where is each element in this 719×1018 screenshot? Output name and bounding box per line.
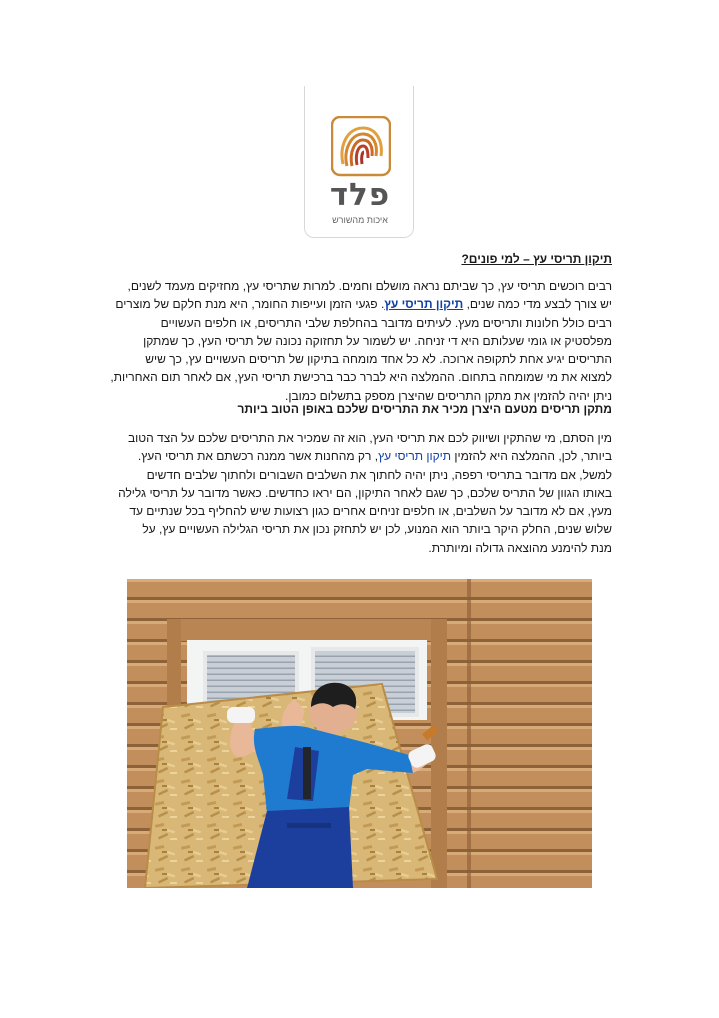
text-fragment: . פגעי הזמן ועייפות החומר, היא מנת חלקם של מוצרים xyxy=(115,297,385,312)
link-shutter-repair[interactable]: תיקון תריסי עץ xyxy=(384,297,464,312)
paragraph-manufacturer xyxy=(108,429,612,557)
logo-name: פלד xyxy=(329,177,391,213)
text-line: שלוש שנים, החלק היקר ביותר הוא המנוע, לכן יש לתחזק נכון את תריסי הגלילה העשויים עץ, על xyxy=(142,522,612,537)
company-logo xyxy=(304,86,414,238)
section-title-manufacturer: מתקן תריסים מטעם היצרן מכיר את התריסים שלכם באופן הטוב ביותר xyxy=(237,402,612,416)
text-line-with-link xyxy=(108,447,612,465)
paragraph-repair xyxy=(108,277,612,405)
text-line: ניתן יהיה להזמין את מתקן התריסים שהיצרן מספק בתשלום כמובן. xyxy=(285,388,612,403)
text-fragment: יש צורך לבצע מדי כמה שנים, xyxy=(463,297,612,312)
text-fragment: , רק מהחנות אשר ממנה רכשתם את תריסי העץ. xyxy=(137,449,379,464)
text-line: מין הסתם, מי שהתקין ושיווק לכם את תריסי העץ, הוא זה שמכיר את התריסים שלכם על הצד הטוב xyxy=(127,431,612,445)
logo-tagline: איכות מהשורש xyxy=(332,215,388,225)
text-line: מנת להימנע מהוצאה גדולה ומיותרת. xyxy=(428,540,612,555)
text-line: מעץ, אם לא מדובר על השלבים, או חלפים זניחים אחרים כגון רצועות שיש להחליף בכל שנתיים עד xyxy=(129,504,612,519)
text-line: למצוא את מי שמומחה בתחום. ההמלצה היא לברר כבר ברכישת תריסי העץ, אם לאחר תום האחריות, xyxy=(110,370,612,385)
link-shutter-repair-2[interactable]: תיקון תריסי עץ xyxy=(378,449,452,464)
text-line-with-link xyxy=(108,295,612,313)
text-line: רבים כולל חלונות ותריסים מעץ. לעיתים מדובר בהחלפת שלבי התריסים, או חלפים העשויים xyxy=(160,315,612,330)
section-title-repair: תיקון תריסי עץ – למי פונים? xyxy=(461,252,612,266)
text-fragment: ביותר, לכן, ההמלצה היא להזמין xyxy=(451,449,612,464)
text-line: רבים רוכשים תריסי עץ, כך שביתם נראה מושלם וחמים. למרות שתריסי עץ, מחזיקים מעמד לשנים, xyxy=(127,279,612,293)
worker-photo xyxy=(127,579,592,888)
fingerprint-logo-icon xyxy=(331,116,391,178)
text-line: מפלסטיק או גומי שעלותם היא די זניחה. יש לשמור על תחזוקה נכונה של תריסי העץ, כך שמתקן xyxy=(143,333,612,348)
text-line: התריסים יגיע אחת לתקופה ארוכה. לא כל אחד מומחה בתיקון של תריסים העשויים עץ, כך שיש xyxy=(145,352,612,367)
text-line: למשל, אם מדובר בתריסי רפפה, ניתן יהיה לחתוך את השלבים השבורים ולחתוך שלבים חדשים xyxy=(146,467,612,482)
text-line: באותו הגוון של התריס שלכם, כך שגם לאחר התיקון, הם יראו כחדשים. כאשר מדובר על תריסי גלילה xyxy=(118,485,612,500)
